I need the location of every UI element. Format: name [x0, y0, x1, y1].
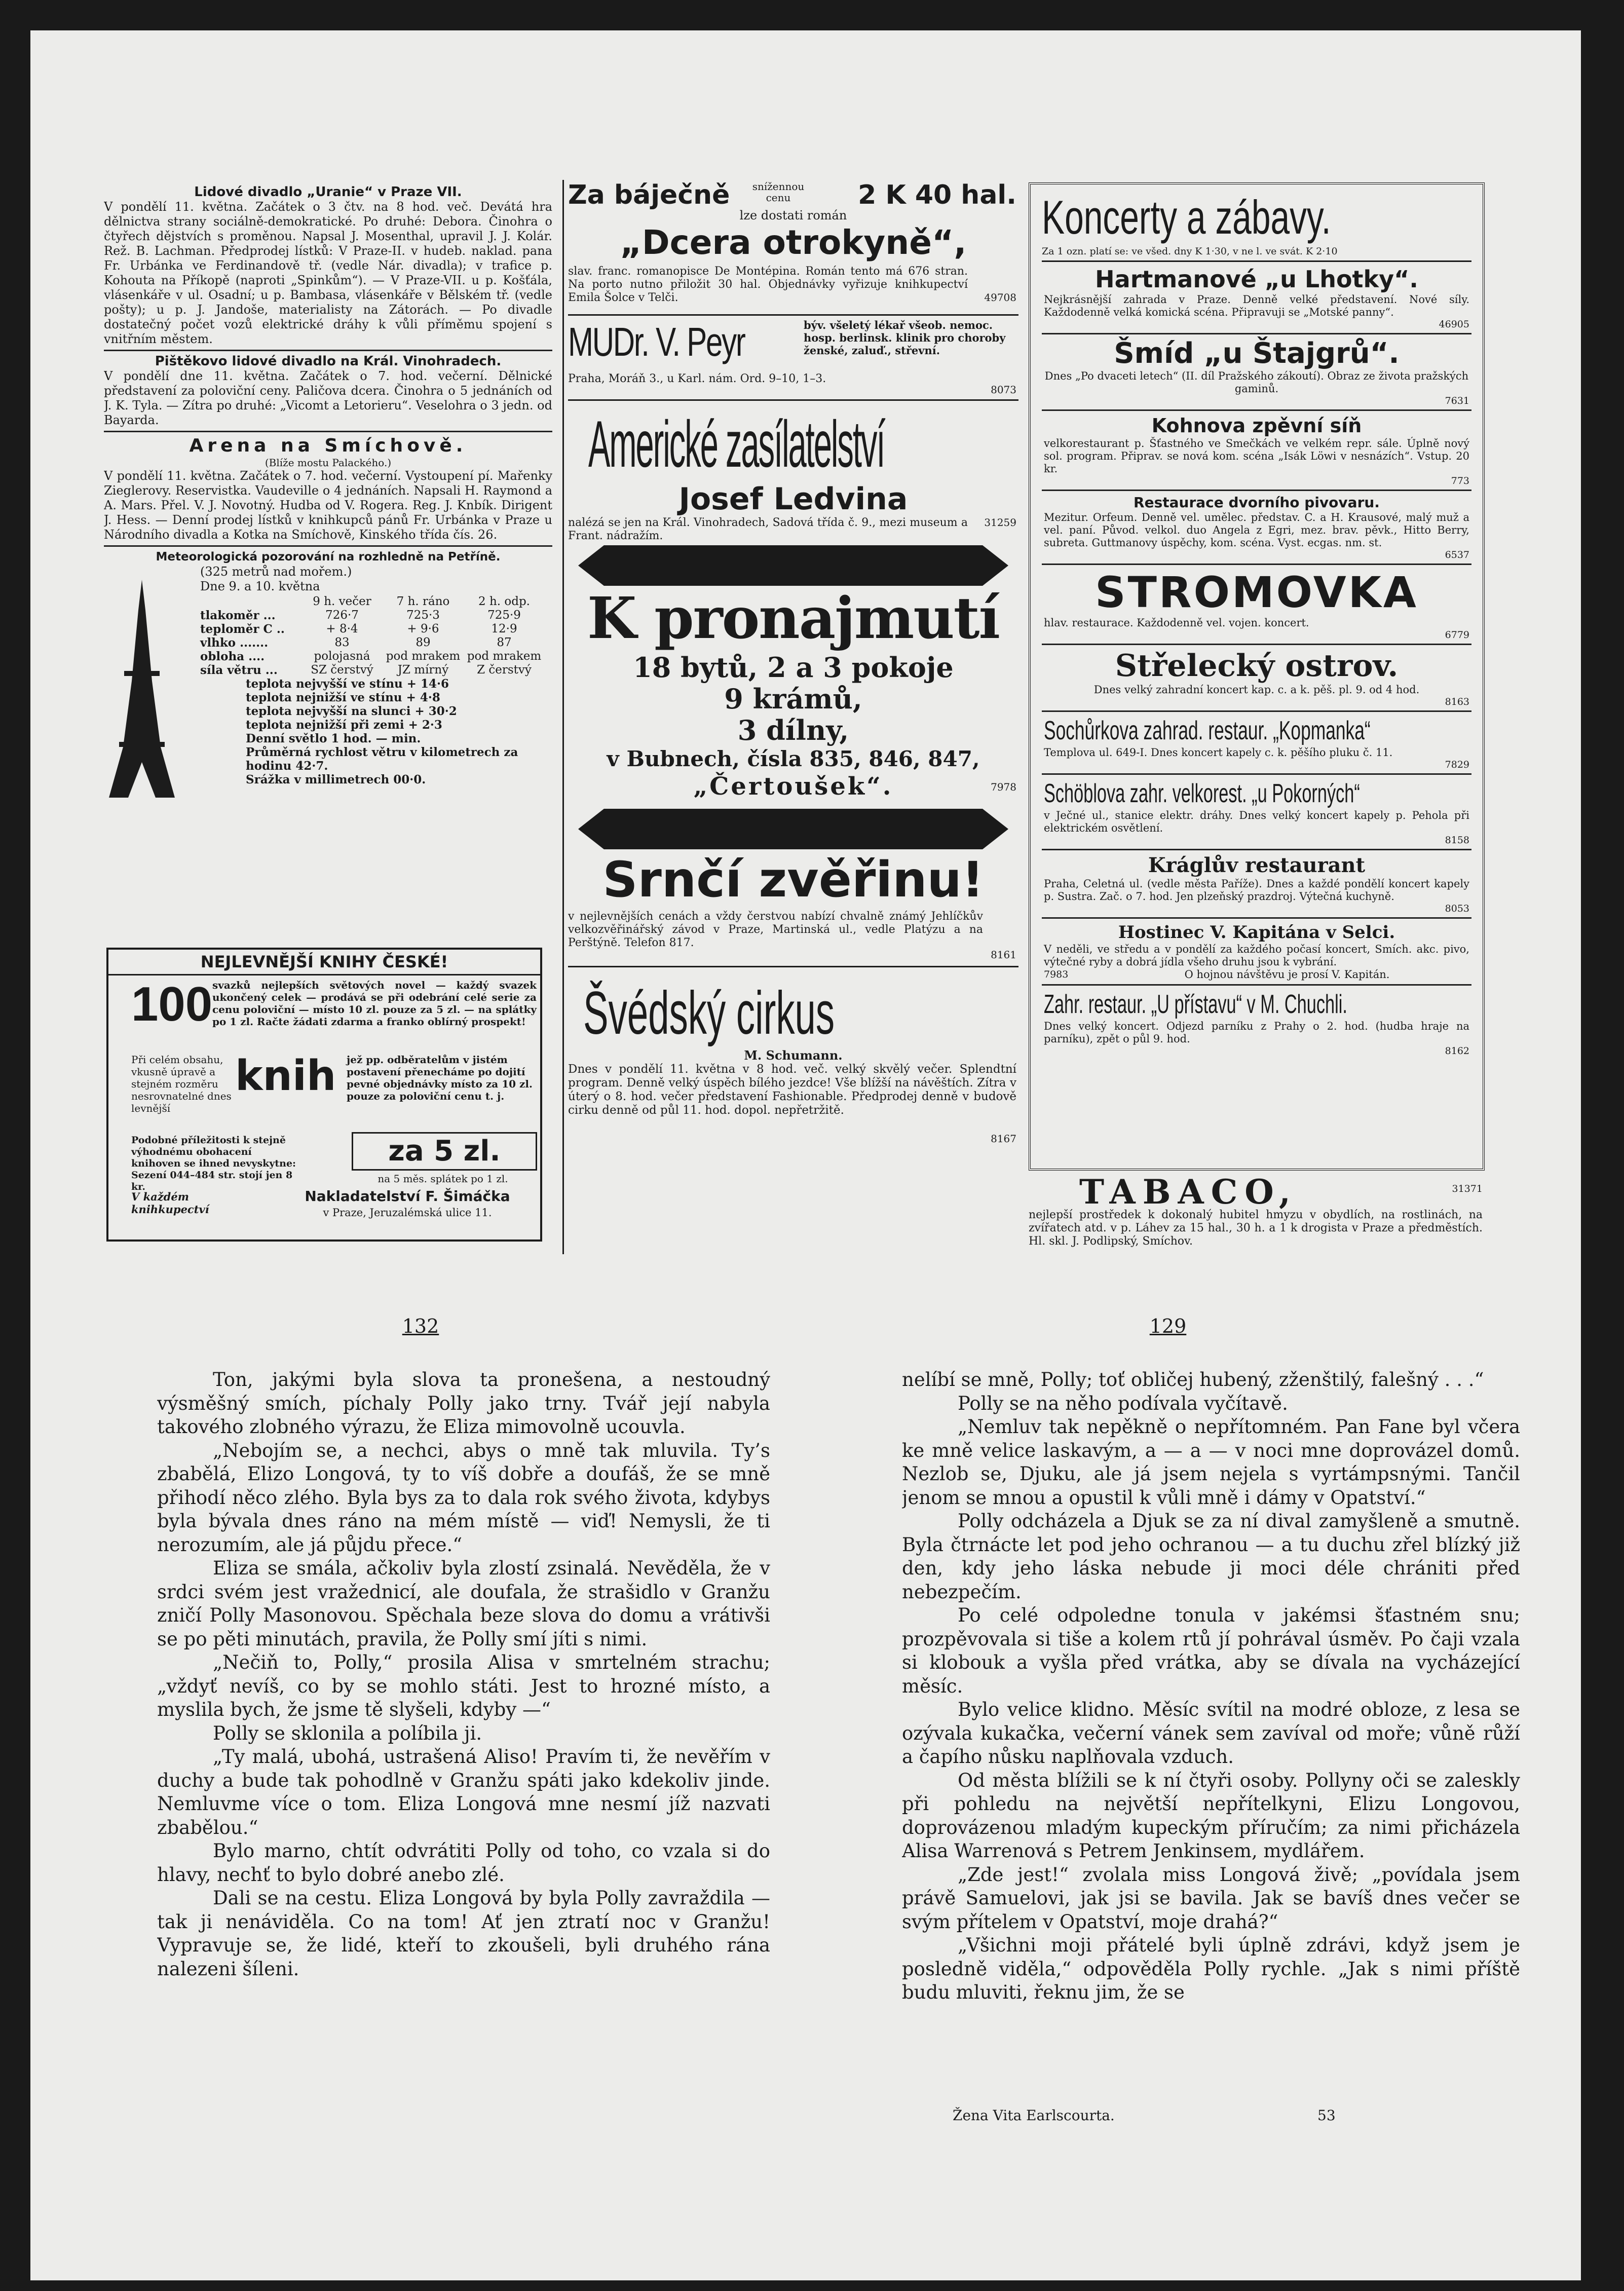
pronajmuti-line-3: 3 dílny, — [737, 714, 849, 746]
uranie-text: V pondělí 11. května. Začátek o 3 čtv. na 8 hod. več. Devátá hra dělnictva strany sociálně-demokratické. Po druhé: Debora. Činohra o čtyřech dějstvích s proměnou. Napsal J. Mosenthal, upravil J. J. Kolár. Rež. B. Lachman. Předprodej lístků: V Praze-II. v hudeb. naklad. pana Fr. Urbánka ve Ferdinandově tř. (vedle Nár. divadla); v trafice p. Kohouta na Příkopě (naproti „Spinkům“). — V Praze-VII. u p. Košťála, vlásenkáře v ul. Osadní; u p. Bambasa, vlásenkáře v Bělském tř. (vedle pošty); u p. J. Jandoše, materialisty na Zátorách. — Po divadle dostatečný počet vozů elektrické dráhy k vůli příměmu spojení s vnitřním městem. — [104, 200, 552, 346]
tabaco-num: 31371 — [1452, 1183, 1483, 1194]
meteo-dates: Dne 9. a 10. května — [200, 579, 320, 593]
kohnova-num: 773 — [1451, 475, 1469, 486]
hartman-head: Hartmanové „u Lhotky“. — [1095, 266, 1418, 293]
kohnova-head: Kohnova zpěvní síň — [1151, 415, 1362, 437]
uranie-title: Lidové divadlo „Uranie“ v Praze VII. — [194, 185, 462, 200]
ledvina-name: Josef Ledvina — [678, 481, 908, 517]
meteo-subtitle: (325 metrů nad mořem.) — [200, 565, 352, 579]
paragraph: Polly odcházela a Djuk se za ní dival zamyšleně a smutně. Byla čtrnácte let pod jeho ochranou — a tu duchu zřel blízký již den, kdy jeho láska nebude ji moci déle chrániti před nebezpečím. — [902, 1510, 1520, 1603]
dvorni-ad — [1042, 491, 1471, 565]
dcera-line2: lze dostati román — [739, 208, 847, 222]
cirkus-owner: M. Schumann. — [744, 1048, 843, 1063]
hostinec-footer — [1044, 968, 1469, 981]
strelecky-ad — [1042, 645, 1471, 712]
dcera-small: snížennou cenu — [752, 180, 805, 204]
books-mid-text: Při celém obsahu, vkusně úpravě a stejném rozměru nesrovnatelné dnes levnější — [131, 1054, 232, 1114]
books-offer-text: Podobné příležitosti k stejně výhodnému obohacení knihoven se ihned nevyskytne: Sezení 044–484 str. stojí jen 8 kr. — [131, 1135, 296, 1192]
meteo-row — [200, 650, 550, 663]
schoblova-head: Schöblova zahr. velkorest. „u Pokorných“ — [1044, 779, 1360, 808]
left-book-page — [157, 1368, 770, 2113]
cirkus-text: Dnes v pondělí 11. května v 8 hod. več. velký skvělý večer. Splendtní program. Denně velký úspěch bílého jezdce! Vše blížší na návěštích. Zítra v úterý o 8. hod. večer představení Fashionable. Předprodej denně v budově cirku denně od půl 11. hod. dopol. nepřetržitě. — [568, 1063, 1016, 1117]
meteo-cell: pod mrakem — [467, 650, 542, 663]
kohnova-ad — [1042, 411, 1471, 491]
tabaco-text: nejlepší prostředek k dokonalý hubitel hmyzu v obydlích, na rostlinách, na zvířatech atd. v p. Láhev za 15 hal., 30 h. a 1 k drogista v Praze a předměstích. Hl. skl. J. Podlipský, Smíchov. — [1029, 1209, 1483, 1248]
meteo-cell: 87 — [497, 636, 512, 649]
dvorni-head: Restaurace dvorního pivovaru. — [1134, 494, 1380, 511]
pronajmuti-head: K pronajmutí — [587, 585, 1000, 652]
paragraph: Dali se na cestu. Eliza Longová by byla Polly zavraždila — tak ji nenáviděla. Co na tom! Ať jen ztratí noc v Granžu! Vypravuje se, že lidé, kteří to zkoušeli, byli druhého rána nalezeni šíleni. — [157, 1887, 770, 1980]
meteo-cell: + 8·4 — [326, 622, 358, 635]
cirkus-ad — [568, 967, 1018, 1150]
meteo-cell: 725·3 — [406, 609, 440, 622]
schoblova-text: v Ječné ul., stanice elektr. dráhy. Dnes velký koncert kapely p. Pehola při elektrickém osvětlení. — [1044, 809, 1469, 834]
right-page-footer-num: 53 — [1317, 2107, 1336, 2124]
ledvina-num: 31259 — [984, 516, 1016, 529]
dcera-text: slav. franc. romanopisce De Montépina. Román tento má 676 stran. Na porto nutno přiložit 30 hal. Objednávky vyřizuje knihkupectví Emila Šolce v Telči. — [568, 265, 968, 304]
meteo-extra-line: teplota nejvyšší ve stínu + 14·6 — [246, 677, 449, 691]
pristav-head: Zahr. restaur. „U přístavu“ v M. Chuchli. — [1044, 990, 1347, 1019]
peyr-ad — [568, 316, 1018, 401]
meteo-header-cell: 7 h. ráno — [396, 595, 450, 608]
pronajmuti-ad — [568, 586, 1018, 804]
divider — [104, 545, 552, 547]
kraglu-ad — [1042, 850, 1471, 919]
meteo-cell: JZ mírný — [397, 663, 449, 677]
right-ad-column — [1029, 182, 1485, 1254]
peyr-right: býv. všeletý lékař všeob. nemoc. hosp. berlinsk. klinik pro choroby ženské, zaluď., střevní. — [804, 319, 1006, 357]
arena-subtitle: (Blíže mostu Palackého.) — [265, 457, 392, 469]
meteo-cell: 12·9 — [491, 622, 517, 635]
paragraph: nelíbí se mně, Polly; toť obličej hubený, zženštilý, falešný . . .“ — [902, 1369, 1484, 1391]
arena-title: Arena na Smíchově. — [189, 435, 467, 456]
pristav-ad — [1042, 986, 1471, 1060]
books-knih: knih — [235, 1052, 336, 1100]
paragraph: Po celé odpoledne tonula v jakémsi šťastném snu; prozpěvovala si tiše a kolem rtů jí pohrával úsměv. Po čaji vzala si klobouk a vyšla před vrátka, aby se dívala na vycházející měsíc. — [902, 1604, 1520, 1697]
paragraph: Ton, jakými byla slova ta pronešena, a nestoudný výsměšný smích, píchaly Polly jako trny. Tvář její nabyla takového zlobného výrazu, že Eliza mimovolně ucouvla. — [157, 1369, 770, 1438]
dvorni-text: Mezitur. Orfeum. Denně vel. umělec. představ. C. a H. Krausové, malý muž a vel. paní. Původ. velkol. duo Angela z Egri, mez. brav. pěvk., Hitto Berry, subreta. Guttmanovy úspěchy, kom. scéna. Vyst. ecgas. nm. st. — [1044, 511, 1469, 549]
meteo-row — [200, 636, 550, 650]
books-address: v Praze, Jeruzalémská ulice 11. — [323, 1207, 492, 1219]
meteo-cell: Z čerstvý — [477, 663, 532, 677]
dcera-num: 49708 — [984, 291, 1016, 304]
paragraph: Eliza se smála, ačkoliv byla zlostí zsinalá. Nevěděla, že v srdci svém jest vražednicí, ale doufala, že strašidlo v Granžu zničí Polly Masonovou. Spěchala beze slova do domu a vrátivši se po pěti minutách, pravila, že Polly smí jíti s nimi. — [157, 1557, 770, 1650]
books-mid-right: jež pp. odběratelům v jistém postavení přenecháme po dojití pevné objednávky místo za 10 zl. pouze za poloviční cenu t. j. — [347, 1054, 533, 1102]
paragraph: „Zde jest!“ zvolala miss Longová živě; „povídala jsem právě Samuelovi, jak jsi se bavila. Jak se bavíš dnes večer se svým přítelem v Opatství, moje drahá?“ — [902, 1863, 1520, 1933]
zverina-ad — [568, 849, 1018, 967]
meteo-cell: 725·9 — [487, 609, 521, 622]
meteo-header-cell: 9 h. večer — [313, 595, 371, 608]
meteo-header-cell: 2 h. odp. — [478, 595, 530, 608]
black-bar — [578, 545, 1008, 586]
paragraph: „Všichni moji přátelé byli úplně zdrávi, když jsem je posledně viděla,“ odpověděla Polly rychle. „Jak s nimi příště budu mluviti, řeknu jim, že se — [902, 1934, 1520, 2003]
hartman-ad — [1042, 262, 1471, 334]
tabaco-ad — [1029, 1173, 1485, 1254]
smid-ad — [1042, 334, 1471, 411]
books-100-badge: 100 — [131, 977, 213, 1031]
left-page-number: 132 — [402, 1315, 439, 1337]
hartman-num: 46905 — [1439, 319, 1469, 330]
paragraph: Polly se na něho podívala vyčítavě. — [958, 1392, 1288, 1414]
stromovka-head: STROMOVKA — [1095, 568, 1418, 617]
meteo-extra-line: teplota nejnižší při zemi + 2·3 — [246, 718, 442, 732]
tabaco-head: TABACO, — [1079, 1172, 1298, 1212]
peyr-num: 8073 — [991, 384, 1016, 396]
dcera-price: 2 K 40 hal. — [858, 180, 1016, 210]
paragraph: „Ty malá, ubohá, ustrašená Aliso! Pravím ti, že nevěřím v duchy a bude tak pohodlně v Granžu spáti jako kdekoliv jinde. Nemluvme více o tom. Eliza Longová mne nesmí jíž nazvati zbabělou.“ — [157, 1746, 770, 1838]
koncerty-sub: Za 1 ozn. platí se: ve všed. dny K 1·30, v ne l. ve svát. K 2·10 — [1042, 245, 1471, 262]
meteo-row-label: tlakoměr ... — [200, 609, 276, 622]
books-100-text: svazků nejlepších světových novel — každý svazek ukončený celek — prodává se při odebrání celé serie za cenu poloviční — místo 10 zl. pouze za 5 zl. — na splátky po 1 zl. Račte žádati zdarma a franko oblírný prospekt! — [212, 979, 537, 1028]
meteo-extra-line: Srážka v millimetrech 00·0. — [246, 773, 426, 786]
meteo-cell: SZ čerstvý — [311, 663, 373, 677]
hostinec-num: 7983 — [1044, 969, 1069, 980]
paragraph: „Nečiň to, Polly,“ prosila Alisa v smrtelném strachu; „vždyť nevíš, co by se mohlo státi. Jest to hrozné místo, a myslila bych, že jsme tě slyšeli, kdyby —“ — [157, 1651, 770, 1720]
strelecky-text: Dnes velký zahradní koncert kap. c. a k. pěš. pl. 9. od 4 hod. — [1093, 684, 1420, 696]
meteo-row — [200, 663, 550, 677]
paragraph: Bylo velice klidno. Měsíc svítil na modré obloze, z lesa se ozývala kukačka, večerní vánek sem zavíval od moře; vůně růží a čapího nůsku naplňovala vzduch. — [902, 1699, 1520, 1768]
kraglu-head: Kráglův restaurant — [1148, 853, 1366, 877]
ledvina-text: nalézá se jen na Král. Vinohradech, Sadová třída č. 9., mezi museum a Frant. nádražím. — [568, 516, 968, 542]
cirkus-head: Švédský cirkus — [583, 979, 835, 1047]
right-page-footer-title: Žena Vita Earlscourta. — [953, 2107, 1115, 2124]
books-price: za 5 zl. — [352, 1132, 537, 1171]
books-bottom-left: V každém knihkupectví — [131, 1190, 209, 1216]
pronajmuti-line-5: „Čertoušek“. — [693, 772, 893, 801]
zverina-text: v nejlevnějších cenách a vždy čerstvou nabízí chvalně známý Jehlíčkův velkozvěřinářský závod v Praze, Martinská ul., vedle Platýzu a na Perštýně. Telefon 817. — [568, 910, 983, 949]
dvorni-num: 6537 — [1445, 549, 1469, 560]
cirkus-num: 8167 — [991, 1133, 1016, 1145]
meteo-cell: 89 — [416, 636, 431, 649]
peyr-name: MUDr. V. Peyr — [568, 319, 745, 364]
books-publisher: Nakladatelství F. Šimáčka — [305, 1188, 510, 1205]
zverina-num: 8161 — [991, 949, 1016, 961]
hostinec-head: Hostinec V. Kapitána v Selci. — [1118, 922, 1395, 943]
meteo-header-row — [200, 595, 550, 609]
pistek-title: Pištěkovo lidové divadlo na Král. Vinohradech. — [155, 354, 502, 369]
meteo-extra-line: teplota nejnižší ve stínu + 4·8 — [246, 691, 440, 704]
petrin-tower-icon — [104, 580, 180, 798]
paragraph: Od města blížili se k ní čtyři osoby. Pollyny oči se zaleskly při pohledu na největší nepřítelkyni, Elizu Longovou, doprovázenou mladým kupeckým příručím; za nimi přicházela Alisa Warrenová s Petrem Jenkinsem, mydlářem. — [902, 1769, 1520, 1862]
kraglu-num: 8053 — [1445, 903, 1469, 914]
schoblova-ad — [1042, 775, 1471, 850]
pronajmuti-line-1: 18 bytů, 2 a 3 pokoje — [633, 651, 954, 684]
books-price-sub: na 5 měs. splátek po 1 zl. — [377, 1173, 508, 1185]
smid-text: Dnes „Po dvaceti letech“ (II. díl Pražského zákoutí). Obraz ze života pražských gaminů. — [1044, 370, 1469, 395]
meteo-cell: 83 — [334, 636, 350, 649]
paragraph: „Nebojím se, a nechci, abys o mně tak mluvila. Ty’s zbabělá, Elizo Longová, ty to víš dobře a doufáš, že se mně přihodí něco zlého. Byla bys za to dala rok svého života, kdybys byla bývala dnes ráno na mém místě — viď! Nemysli, že ti nerozumím, ale já půjdu přece.“ — [157, 1439, 770, 1556]
stromovka-ad — [1042, 565, 1471, 645]
meteo-extra-line: teplota nejvyšší na slunci + 30·2 — [246, 704, 457, 718]
smid-head: Šmíd „u Štajgrů“. — [1114, 337, 1400, 370]
strelecky-head: Střelecký ostrov. — [1115, 648, 1399, 684]
smid-num: 7631 — [1445, 395, 1469, 406]
meteo-row-label: síla větru ... — [200, 663, 278, 677]
meteo-table — [200, 595, 550, 786]
strelecky-num: 8163 — [1445, 696, 1469, 707]
sochurkova-text: Templova ul. 649-I. Dnes koncert kapely c. k. pěšího pluku č. 11. — [1044, 746, 1393, 759]
pristav-num: 8162 — [1445, 1045, 1469, 1057]
sochurkova-num: 7829 — [1445, 759, 1469, 770]
meteo-cell: polojasná — [314, 650, 370, 663]
paragraph: Bylo marno, chtít odvrátiti Polly od toho, co vzala si do hlavy, nechť to bylo dobré anebo zlé. — [157, 1840, 770, 1886]
stromovka-text: hlav. restaurace. Každodenně vel. vojen. koncert. — [1044, 617, 1309, 629]
dcera-ad — [568, 180, 1018, 316]
dcera-top: Za báječně — [568, 180, 730, 210]
pristav-text: Dnes velký koncert. Odjezd parníku z Prahy o 2. hod. (hudba hraje na parníku), zpět o půl 9. hod. — [1044, 1020, 1469, 1045]
divider — [104, 350, 552, 351]
meteo-title: Meteorologická pozorování na rozhledně na Petříně. — [156, 550, 501, 564]
divider — [104, 431, 552, 432]
schoblova-num: 8158 — [1445, 835, 1469, 846]
arena-text: V pondělí 11. května. Začátek o 7. hod. večerní. Vystoupení pí. Mařenky Zieglerovy. Reservistka. Vaudeville o 4 jednáních. Napsali H. Raymond a A. Mars. Přel. V. J. Novotný. Hudba od V. Rogera. Reg. J. Knbík. Dirigent J. Hess. — Denní prodej lístků v knihkupců pánů Fr. Urbánka v Praze u Národního divadla a Kotka na Smíchově, Kinského třída čís. 26. — [104, 469, 552, 542]
black-bar — [578, 809, 1008, 849]
middle-ad-column — [562, 180, 1018, 1254]
pronajmuti-line-2: 9 krámů, — [724, 683, 862, 715]
meteo-cell: + 9·6 — [407, 622, 439, 635]
books-title: NEJLEVNĚJŠÍ KNIHY ČESKÉ! — [108, 950, 540, 975]
stromovka-num: 6779 — [1445, 629, 1469, 641]
hartman-text: Nejkrásnější zahrada v Praze. Denně velké představení. Nové síly. Každodenně velká komická scéna. Připravuji se „Motské panny“. — [1044, 293, 1469, 318]
sochurkova-ad — [1042, 712, 1471, 775]
ledvina-head: Americké zasílatelství — [588, 407, 885, 481]
meteo-extra-line: Průměrná rychlost větru v kilometrech za hodinu 42·7. — [246, 745, 518, 773]
meteo-cell: pod mrakem — [386, 650, 461, 663]
hostinec-tail: O hojnou návštěvu je prosí V. Kapitán. — [1184, 968, 1390, 981]
pronajmuti-line-4: v Bubnech, čísla 835, 846, 847, — [607, 746, 980, 771]
koncerty-head: Koncerty a zábavy. — [1042, 191, 1331, 244]
paragraph: „Nemluv tak nepěkně o nepřítomném. Pan Fane byl včera ke mně velice laskavým, a — a — v noci mne doprovázel domů. Nezlob se, Djuku, ale já jsem nejela s vyrtámpsnými. Tančil jenom se mnou a opustil k vůli mně i dámy v Opatství.“ — [902, 1416, 1520, 1509]
zverina-head: Srnčí zvěřinu! — [602, 851, 984, 908]
ledvina-ad — [568, 401, 1018, 545]
meteo-block — [104, 565, 552, 848]
kraglu-text: Praha, Celetná ul. (vedle města Paříže). Dnes a každé pondělí koncert kapely p. Sustra. Zač. o 7. hod. Jen plzeňský prazdroj. Výtečná kuchyně. — [1044, 878, 1469, 903]
sochurkova-head: Sochůrkova zahrad. restaur. „Kopmanka“ — [1044, 716, 1371, 745]
meteo-row-label: vlhko ....... — [200, 636, 269, 650]
meteo-row-label: obloha .... — [200, 650, 265, 663]
koncerty-box — [1029, 182, 1485, 1171]
dcera-title: „Dcera otrokyně“, — [620, 223, 967, 262]
meteo-cell: 726·7 — [325, 609, 359, 622]
hostinec-ad — [1042, 919, 1471, 986]
meteo-row — [200, 609, 550, 622]
right-page-number: 129 — [1149, 1315, 1187, 1337]
meteo-row-label: teploměr C .. — [200, 622, 285, 636]
kohnova-text: velkorestaurant p. Šťastného ve Smečkách ve velkém repr. sále. Úplně nový sol. program. Připrav. se nová kom. scéna „Isák Löwi v nesnázích“. Vstup. 20 kr. — [1044, 437, 1469, 475]
hostinec-text: V neděli, ve středu a v pondělí za každého počasí koncert, Smích. akc. pivo, výtečné ryby a dobrá jídla všeho druhu jsou k vybrání. — [1044, 943, 1469, 968]
peyr-text: Praha, Moráň 3., u Karl. nám. Ord. 9–10, 1–3. — [568, 372, 826, 385]
pronajmuti-num: 7978 — [991, 781, 1016, 793]
meteo-row — [200, 622, 550, 636]
pistek-text: V pondělí dne 11. května. Začátek o 7. hod. večerní. Dělnické představení za poloviční ceny. Paličova dcera. Činohra o 5 jednáních od J. K. Tyla. — Zítra po druhé: „Vicomt a Letorieru“. Veselohra o 3 jedn. od Bayarda. — [104, 369, 552, 427]
paragraph: Polly se sklonila a políbila ji. — [213, 1722, 482, 1744]
right-book-page — [902, 1368, 1520, 2098]
meteo-extra-line: Denní světlo 1 hod. — min. — [246, 732, 421, 745]
books-ad — [106, 948, 542, 1242]
